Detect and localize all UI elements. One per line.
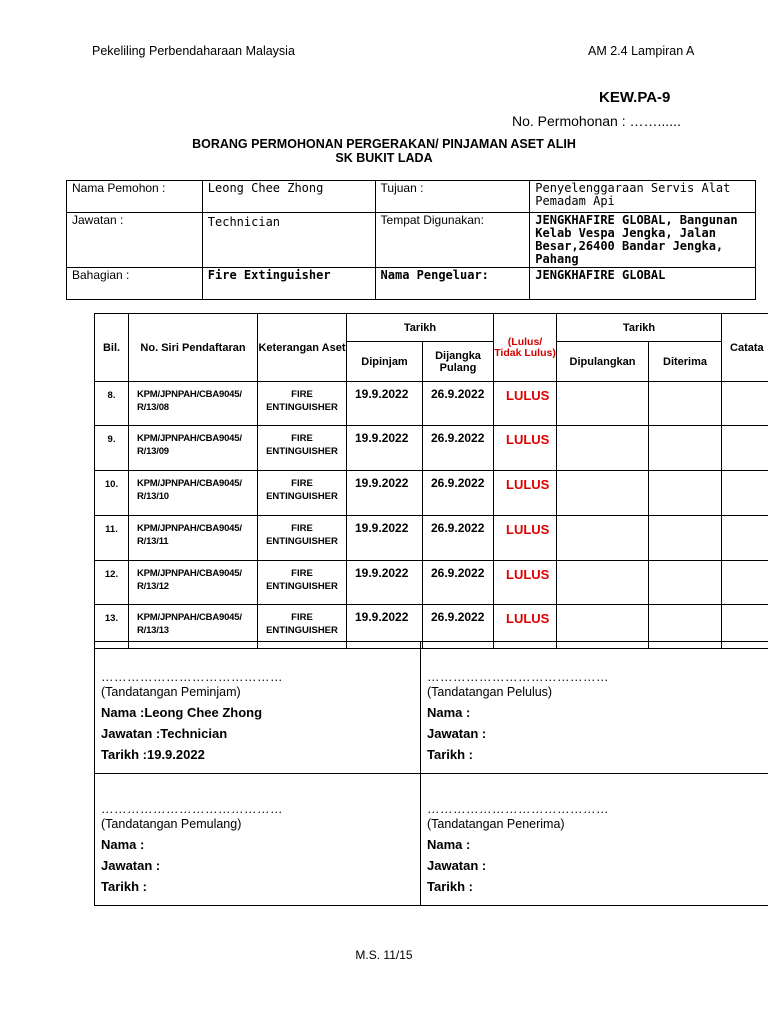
col-keterangan: Keterangan Aset	[258, 314, 347, 382]
page-number: M.S. 11/15	[355, 948, 413, 962]
row-bil: 12.	[95, 561, 129, 605]
row-status: LULUS	[494, 382, 557, 426]
table-row	[95, 382, 768, 426]
signature-line[interactable]: ……………………………………	[101, 802, 283, 816]
pemulang-nama: Nama :	[101, 837, 145, 852]
row-status: LULUS	[494, 561, 557, 605]
tempat-value: JENGKHAFIRE GLOBAL, Bangunan Kelab Vespa Jengka, Jalan Besar,26400 Bandar Jengka, Pahang	[530, 213, 756, 268]
row-bil: 13.	[95, 605, 129, 649]
table-row	[95, 471, 768, 516]
row-diterima[interactable]	[649, 516, 722, 561]
application-number: No. Permohonan : ……......	[512, 113, 681, 129]
row-siri: KPM/JPNPAH/CBA9045/ R/13/10	[129, 471, 258, 516]
peminjam-signature-block	[95, 642, 421, 774]
pengeluar-label: Nama Pengeluar:	[375, 268, 530, 300]
signature-caption: (Tandatangan Peminjam)	[101, 685, 241, 699]
row-dipinjam: 19.9.2022	[347, 605, 423, 649]
col-tarikh-2: Tarikh	[557, 314, 722, 342]
row-siri: KPM/JPNPAH/CBA9045/ R/13/12	[129, 561, 258, 605]
col-dipinjam: Dipinjam	[347, 342, 423, 382]
row-dijangka: 26.9.2022	[423, 605, 494, 649]
penerima-nama: Nama :	[427, 837, 471, 852]
table-row	[95, 516, 768, 561]
row-dijangka: 26.9.2022	[423, 561, 494, 605]
row-siri: KPM/JPNPAH/CBA9045/ R/13/09	[129, 426, 258, 471]
signature-caption: (Tandatangan Penerima)	[427, 817, 565, 831]
jawatan-label: Jawatan :	[67, 213, 203, 268]
row-keterangan: FIRE ENTINGUISHER	[258, 382, 347, 426]
row-dipulangkan[interactable]	[557, 426, 649, 471]
pelulus-signature-block	[421, 642, 768, 774]
header-right-text: AM 2.4 Lampiran A	[588, 44, 695, 58]
col-siri: No. Siri Pendaftaran	[129, 314, 258, 382]
signature-line[interactable]: ……………………………………	[427, 802, 609, 816]
row-catatan[interactable]	[722, 382, 768, 426]
row-status: LULUS	[494, 426, 557, 471]
school-name: SK BUKIT LADA	[335, 151, 433, 165]
row-keterangan: FIRE ENTINGUISHER	[258, 561, 347, 605]
header-left-text: Pekeliling Perbendaharaan Malaysia	[92, 44, 295, 58]
penerima-tarikh: Tarikh :	[427, 879, 473, 894]
col-dijangka: Dijangka Pulang	[423, 342, 494, 382]
row-dipulangkan[interactable]	[557, 516, 649, 561]
row-catatan[interactable]	[722, 426, 768, 471]
col-tarikh: Tarikh	[347, 314, 494, 342]
penerima-jawatan: Jawatan :	[427, 858, 487, 873]
row-bil: 9.	[95, 426, 129, 471]
row-dijangka: 26.9.2022	[423, 382, 494, 426]
signature-table	[94, 641, 768, 906]
peminjam-tarikh: Tarikh :19.9.2022	[101, 747, 205, 762]
row-dipinjam: 19.9.2022	[347, 471, 423, 516]
row-dipulangkan[interactable]	[557, 382, 649, 426]
jawatan-value: Technician	[202, 213, 375, 268]
row-keterangan: FIRE ENTINGUISHER	[258, 516, 347, 561]
signature-line[interactable]: ……………………………………	[427, 670, 609, 684]
peminjam-jawatan: Jawatan :Technician	[101, 726, 228, 741]
col-diterima: Diterima	[649, 342, 722, 382]
signature-caption: (Tandatangan Pemulang)	[101, 817, 242, 831]
row-status: LULUS	[494, 516, 557, 561]
row-keterangan: FIRE ENTINGUISHER	[258, 471, 347, 516]
row-keterangan: FIRE ENTINGUISHER	[258, 605, 347, 649]
pemulang-tarikh: Tarikh :	[101, 879, 147, 894]
row-dijangka: 26.9.2022	[423, 516, 494, 561]
row-dipinjam: 19.9.2022	[347, 382, 423, 426]
row-dipulangkan[interactable]	[557, 561, 649, 605]
bahagian-value: Fire Extinguisher	[202, 268, 375, 300]
pelulus-tarikh: Tarikh :	[427, 747, 473, 762]
pemulang-jawatan: Jawatan :	[101, 858, 161, 873]
row-dipulangkan[interactable]	[557, 471, 649, 516]
row-siri: KPM/JPNPAH/CBA9045/ R/13/13	[129, 605, 258, 649]
row-dipinjam: 19.9.2022	[347, 426, 423, 471]
row-diterima[interactable]	[649, 471, 722, 516]
nama-pemohon-value: Leong Chee Zhong	[202, 181, 375, 213]
col-bil: Bil.	[95, 314, 129, 382]
pengeluar-value: JENGKHAFIRE GLOBAL	[530, 268, 756, 300]
asset-items-table	[94, 313, 768, 649]
applicant-info-table	[66, 180, 756, 300]
col-status: (Lulus/ Tidak Lulus)	[494, 314, 557, 382]
signature-line[interactable]: ……………………………………	[101, 670, 283, 684]
penerima-signature-block	[421, 774, 768, 906]
row-keterangan: FIRE ENTINGUISHER	[258, 426, 347, 471]
row-siri: KPM/JPNPAH/CBA9045/ R/13/11	[129, 516, 258, 561]
row-bil: 10.	[95, 471, 129, 516]
row-catatan[interactable]	[722, 561, 768, 605]
row-dipinjam: 19.9.2022	[347, 561, 423, 605]
tujuan-label: Tujuan :	[375, 181, 530, 213]
col-dipulangkan: Dipulangkan	[557, 342, 649, 382]
pemulang-signature-block	[95, 774, 421, 906]
form-title: BORANG PERMOHONAN PERGERAKAN/ PINJAMAN ASET ALIH	[192, 137, 576, 151]
form-code: KEW.PA-9	[599, 89, 671, 106]
bahagian-label: Bahagian :	[67, 268, 203, 300]
nama-pemohon-label: Nama Pemohon :	[67, 181, 203, 213]
row-bil: 8.	[95, 382, 129, 426]
row-siri: KPM/JPNPAH/CBA9045/ R/13/08	[129, 382, 258, 426]
row-dipinjam: 19.9.2022	[347, 516, 423, 561]
row-diterima[interactable]	[649, 426, 722, 471]
row-catatan[interactable]	[722, 516, 768, 561]
tempat-label: Tempat Digunakan:	[375, 213, 530, 268]
pelulus-nama: Nama :	[427, 705, 471, 720]
row-dijangka: 26.9.2022	[423, 471, 494, 516]
pelulus-jawatan: Jawatan :	[427, 726, 487, 741]
peminjam-nama: Nama :Leong Chee Zhong	[101, 705, 263, 720]
row-catatan[interactable]	[722, 471, 768, 516]
table-row	[95, 426, 768, 471]
row-status: LULUS	[494, 471, 557, 516]
table-row	[95, 561, 768, 605]
signature-caption: (Tandatangan Pelulus)	[427, 685, 553, 699]
tujuan-value: Penyelenggaraan Servis Alat Pemadam Api	[530, 181, 756, 213]
row-dijangka: 26.9.2022	[423, 426, 494, 471]
row-bil: 11.	[95, 516, 129, 561]
row-status: LULUS	[494, 605, 557, 649]
row-diterima[interactable]	[649, 561, 722, 605]
row-diterima[interactable]	[649, 382, 722, 426]
col-catatan: Catata	[722, 314, 768, 382]
